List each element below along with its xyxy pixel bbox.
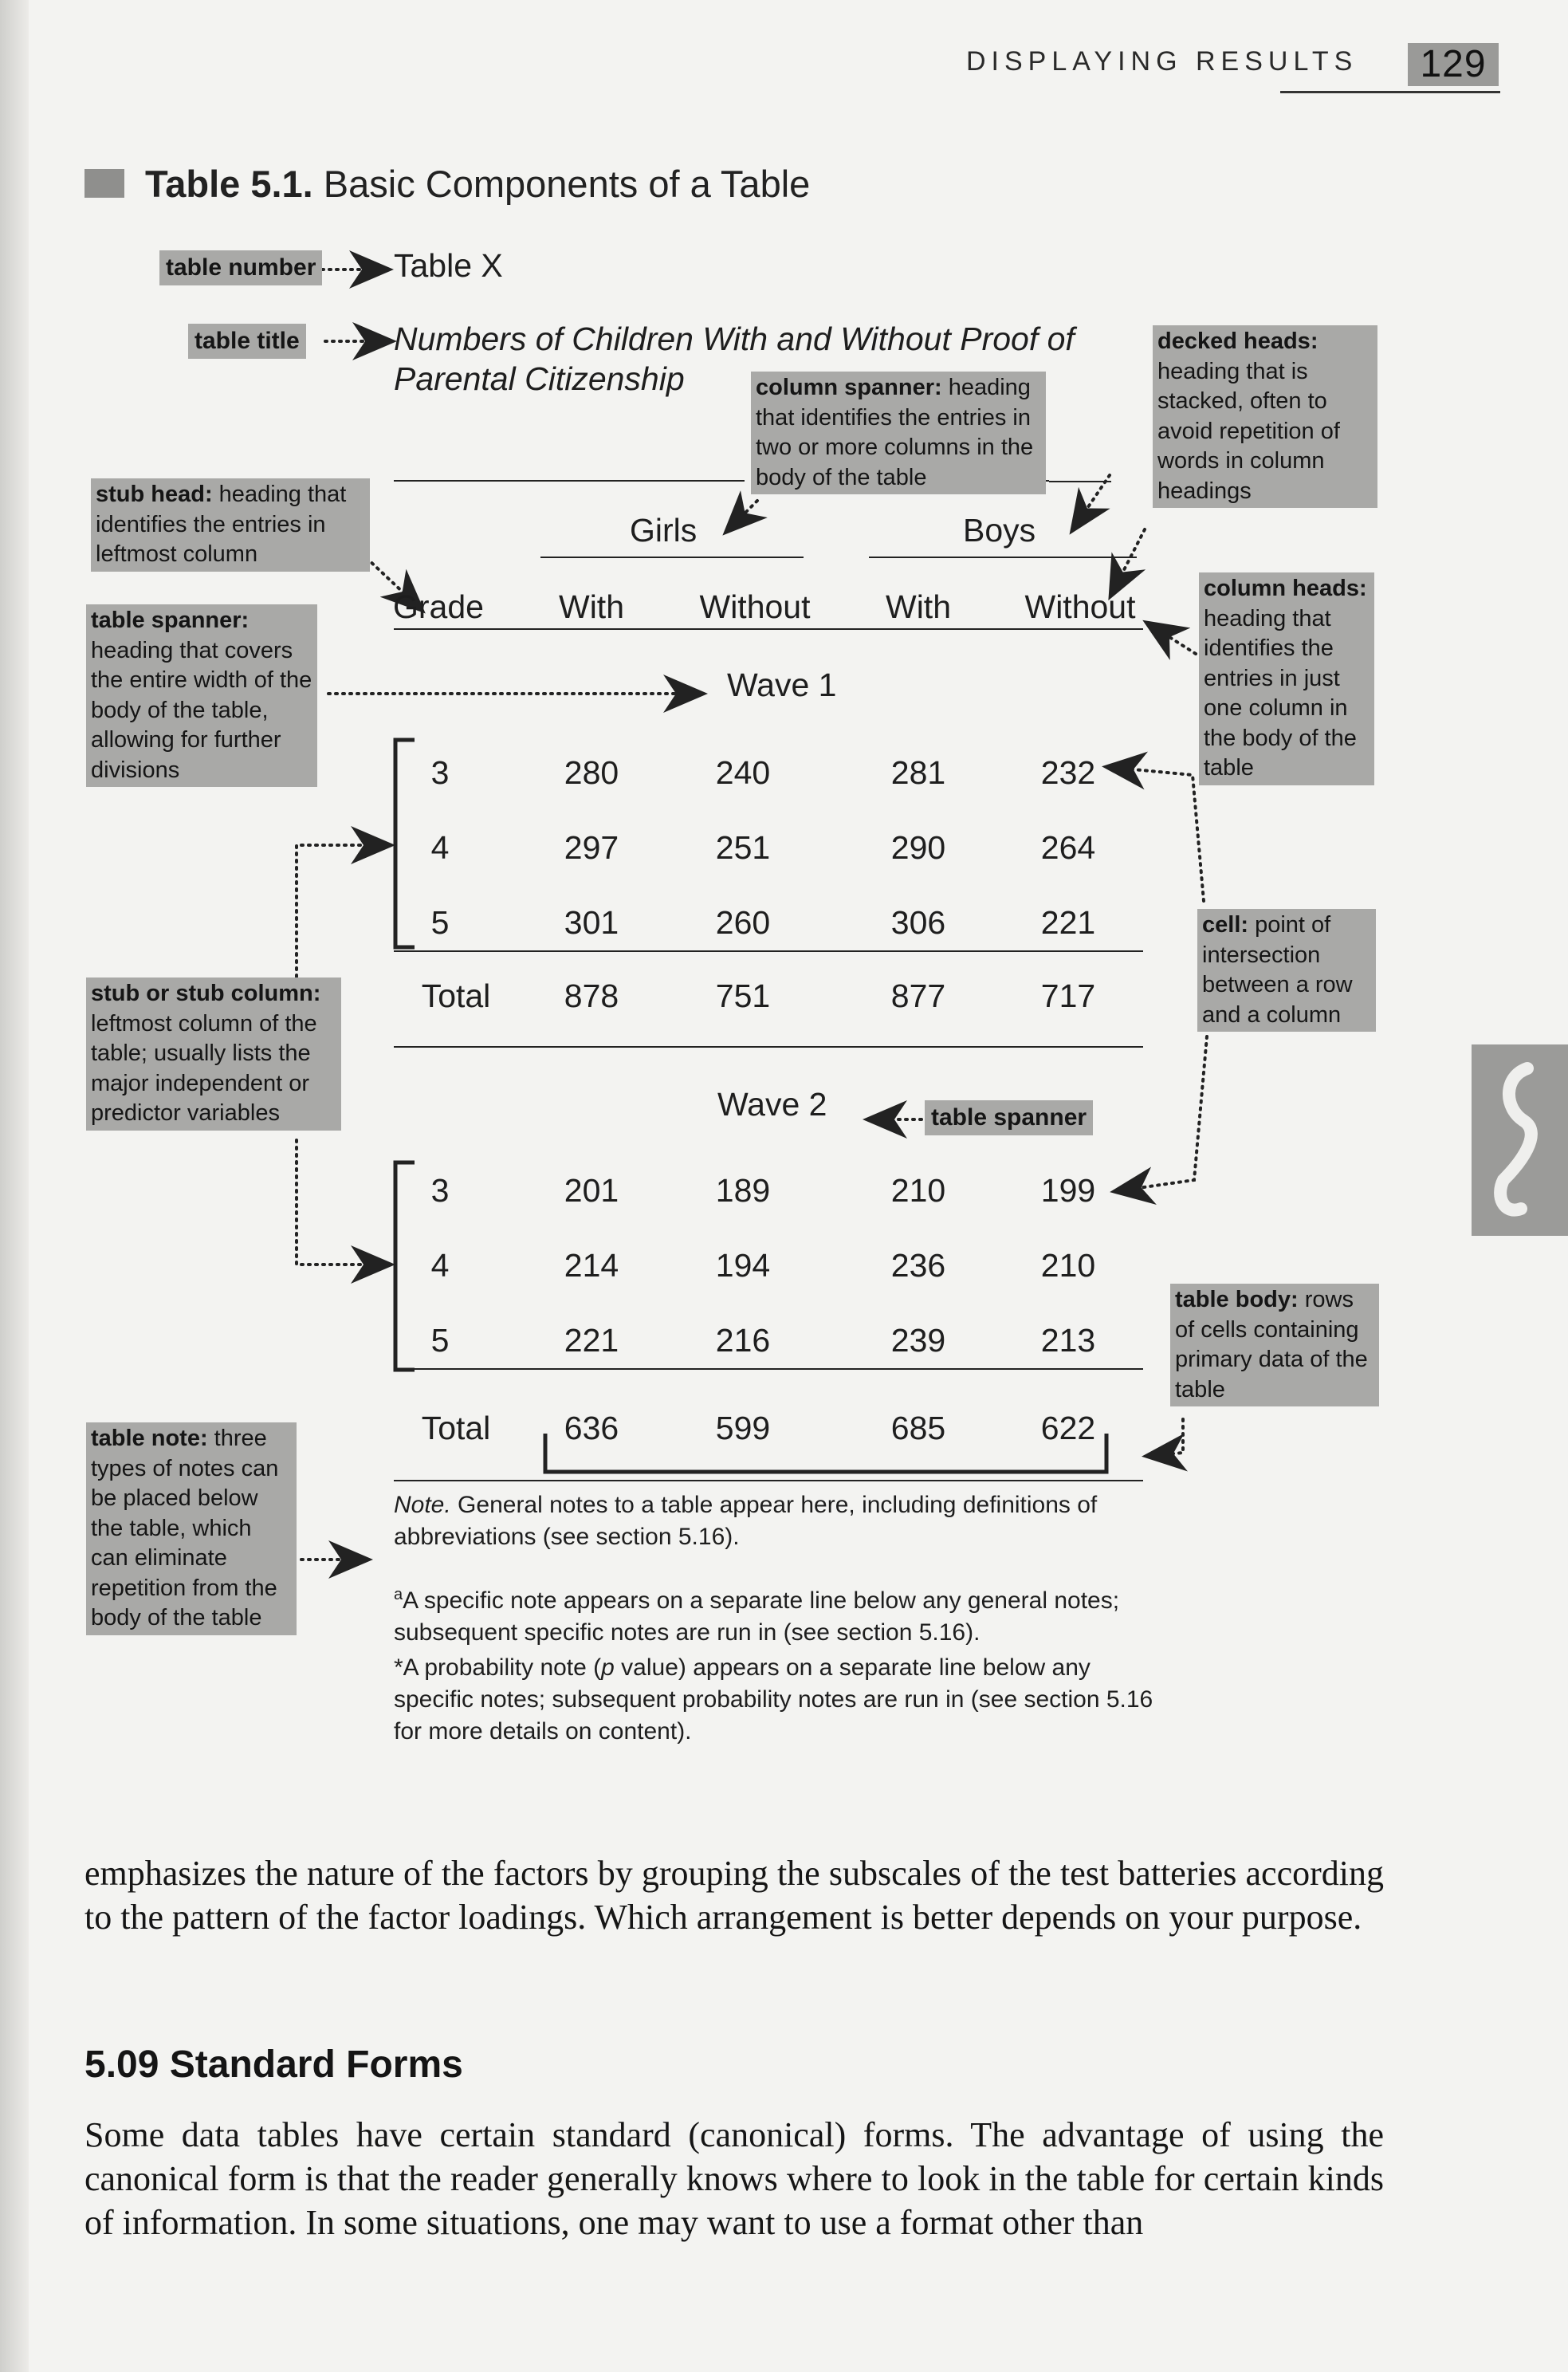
leader-column-heads xyxy=(1148,623,1196,654)
rule-title-bottom-tail xyxy=(1046,480,1049,482)
section-heading: 5.09 Standard Forms xyxy=(84,2044,463,2086)
data-cell: 194 xyxy=(715,1247,771,1284)
rule-girls-spanner xyxy=(540,557,804,558)
wave2-spanner: Wave 2 xyxy=(717,1086,827,1123)
leader-stub-down xyxy=(297,1140,389,1265)
callout-column-spanner: column spanner: heading that identifies the entries in two or more columns in the body of the table xyxy=(751,372,1046,494)
callout-table-number: table number xyxy=(159,250,322,285)
data-cell: 216 xyxy=(715,1322,771,1359)
stub-cell: 4 xyxy=(430,1247,450,1284)
callout-table-title: table title xyxy=(188,324,306,359)
stub-total: Total xyxy=(421,978,491,1014)
callout-stub-column: stub or stub column: leftmost column of the table; usually lists the major independent or predictor variables xyxy=(86,978,341,1131)
rule-wave1-total-bottom xyxy=(394,1046,1143,1048)
rule-wave2-body-bottom xyxy=(394,1368,1143,1370)
data-cell: 251 xyxy=(715,829,771,866)
column-head: Without xyxy=(699,588,811,625)
example-table-number: Table X xyxy=(394,247,503,284)
caption-title: Basic Components of a Table xyxy=(323,163,811,205)
callout-table-note: table note: three types of notes can be placed below the table, which can eliminate repetition from the body of the table xyxy=(86,1422,297,1635)
stub-cell: 3 xyxy=(430,1172,450,1209)
data-cell: 301 xyxy=(564,904,619,941)
rule-header-bottom xyxy=(394,628,1143,630)
data-cell: 199 xyxy=(1040,1172,1096,1209)
rule-title-bottom xyxy=(394,480,745,482)
data-cell: 306 xyxy=(890,904,946,941)
rule-boys-spanner xyxy=(869,557,1137,558)
rule-table-bottom xyxy=(394,1480,1143,1481)
data-cell: 240 xyxy=(715,754,771,791)
leader-column-spanner-girls xyxy=(727,501,757,531)
data-cell: 636 xyxy=(564,1410,619,1446)
chapter-tab-icon xyxy=(1472,1044,1568,1236)
data-cell: 685 xyxy=(890,1410,946,1446)
data-cell: 214 xyxy=(564,1247,619,1284)
data-cell: 189 xyxy=(715,1172,771,1209)
data-cell: 239 xyxy=(890,1322,946,1359)
leader-cell-down xyxy=(1116,1037,1207,1191)
leader-table-body xyxy=(1148,1419,1183,1456)
example-title-line1: Numbers of Children With and Without Proof of xyxy=(394,321,1075,357)
rule-wave1-body-bottom xyxy=(394,950,1143,952)
data-cell: 210 xyxy=(890,1172,946,1209)
callout-stub-head: stub head: heading that identifies the entries in leftmost column xyxy=(91,478,370,572)
probability-note: *A probability note (p value) appears on a separate line below any specific notes; subsequent probability notes are run in (see section 5.16 for more details on content). xyxy=(394,1654,1153,1745)
wave1-spanner: Wave 1 xyxy=(727,667,837,703)
data-cell: 599 xyxy=(715,1410,771,1446)
stub-cell: 5 xyxy=(430,904,450,941)
leader-stub-up xyxy=(297,845,389,977)
data-cell: 201 xyxy=(564,1172,619,1209)
spanner-boys: Boys xyxy=(963,512,1036,549)
data-cell: 717 xyxy=(1040,978,1096,1014)
data-cell: 210 xyxy=(1040,1247,1096,1284)
stub-total: Total xyxy=(421,1410,491,1446)
data-cell: 221 xyxy=(1040,904,1096,941)
column-head: Without xyxy=(1024,588,1136,625)
page-number: 129 xyxy=(1408,43,1499,86)
callout-column-heads: column heads: heading that identifies the entries in just one column in the body of the table xyxy=(1199,572,1374,785)
body-paragraph-1: emphasizes the nature of the factors by grouping the subscales of the test batteries according to the pattern of the factor loadings. Which arrangement is better depends on your purpose. xyxy=(84,1854,1384,1937)
leader-column-spanner-boys xyxy=(1073,475,1110,529)
spanner-girls: Girls xyxy=(630,512,698,549)
data-cell: 232 xyxy=(1040,754,1096,791)
callout-cell: cell: point of intersection between a row and a column xyxy=(1197,909,1376,1032)
data-cell: 751 xyxy=(715,978,771,1014)
body-paragraph-2: Some data tables have certain standard (canonical) forms. The advantage of using the canonical form is that the reader generally knows where to look in the table for certain kinds of information. In some situations, one may want to use a format other than xyxy=(84,2115,1384,2242)
data-cell: 622 xyxy=(1040,1410,1096,1446)
general-note: Note. General notes to a table appear here, including definitions of abbreviations (see section 5.16). xyxy=(394,1492,1098,1550)
data-cell: 221 xyxy=(564,1322,619,1359)
data-cell: 264 xyxy=(1040,829,1096,866)
data-cell: 281 xyxy=(890,754,946,791)
data-cell: 877 xyxy=(890,978,946,1014)
leader-decked-heads xyxy=(1111,529,1145,595)
data-cell: 280 xyxy=(564,754,619,791)
data-cell: 236 xyxy=(890,1247,946,1284)
callout-table-spanner: table spanner: heading that covers the entire width of the body of the table, allowing for further divisions xyxy=(86,604,317,787)
running-head: DISPLAYING RESULTS xyxy=(966,46,1358,77)
callout-table-spanner-inline: table spanner xyxy=(925,1100,1093,1135)
data-cell: 260 xyxy=(715,904,771,941)
stub-cell: 4 xyxy=(430,829,450,866)
stub-cell: 5 xyxy=(430,1322,450,1359)
stub-cell: 3 xyxy=(430,754,450,791)
caption-number: Table 5.1. xyxy=(145,163,313,205)
data-cell: 297 xyxy=(564,829,619,866)
data-cell: 213 xyxy=(1040,1322,1096,1359)
data-cell: 290 xyxy=(890,829,946,866)
callout-decked-heads: decked heads: heading that is stacked, often to avoid repetition of words in column headings xyxy=(1153,325,1377,508)
column-head: With xyxy=(886,588,951,625)
example-title-line2: Parental Citizenship xyxy=(394,360,685,397)
callout-table-body: table body: rows of cells containing primary data of the table xyxy=(1170,1284,1379,1406)
specific-note: $^a$A specific note appears on a separate line below any general notes; subsequent specific notes are run in (see section 5.16). xyxy=(394,1586,1120,1646)
stub-head: Grade xyxy=(393,588,484,625)
column-head: With xyxy=(559,588,624,625)
data-cell: 878 xyxy=(564,978,619,1014)
